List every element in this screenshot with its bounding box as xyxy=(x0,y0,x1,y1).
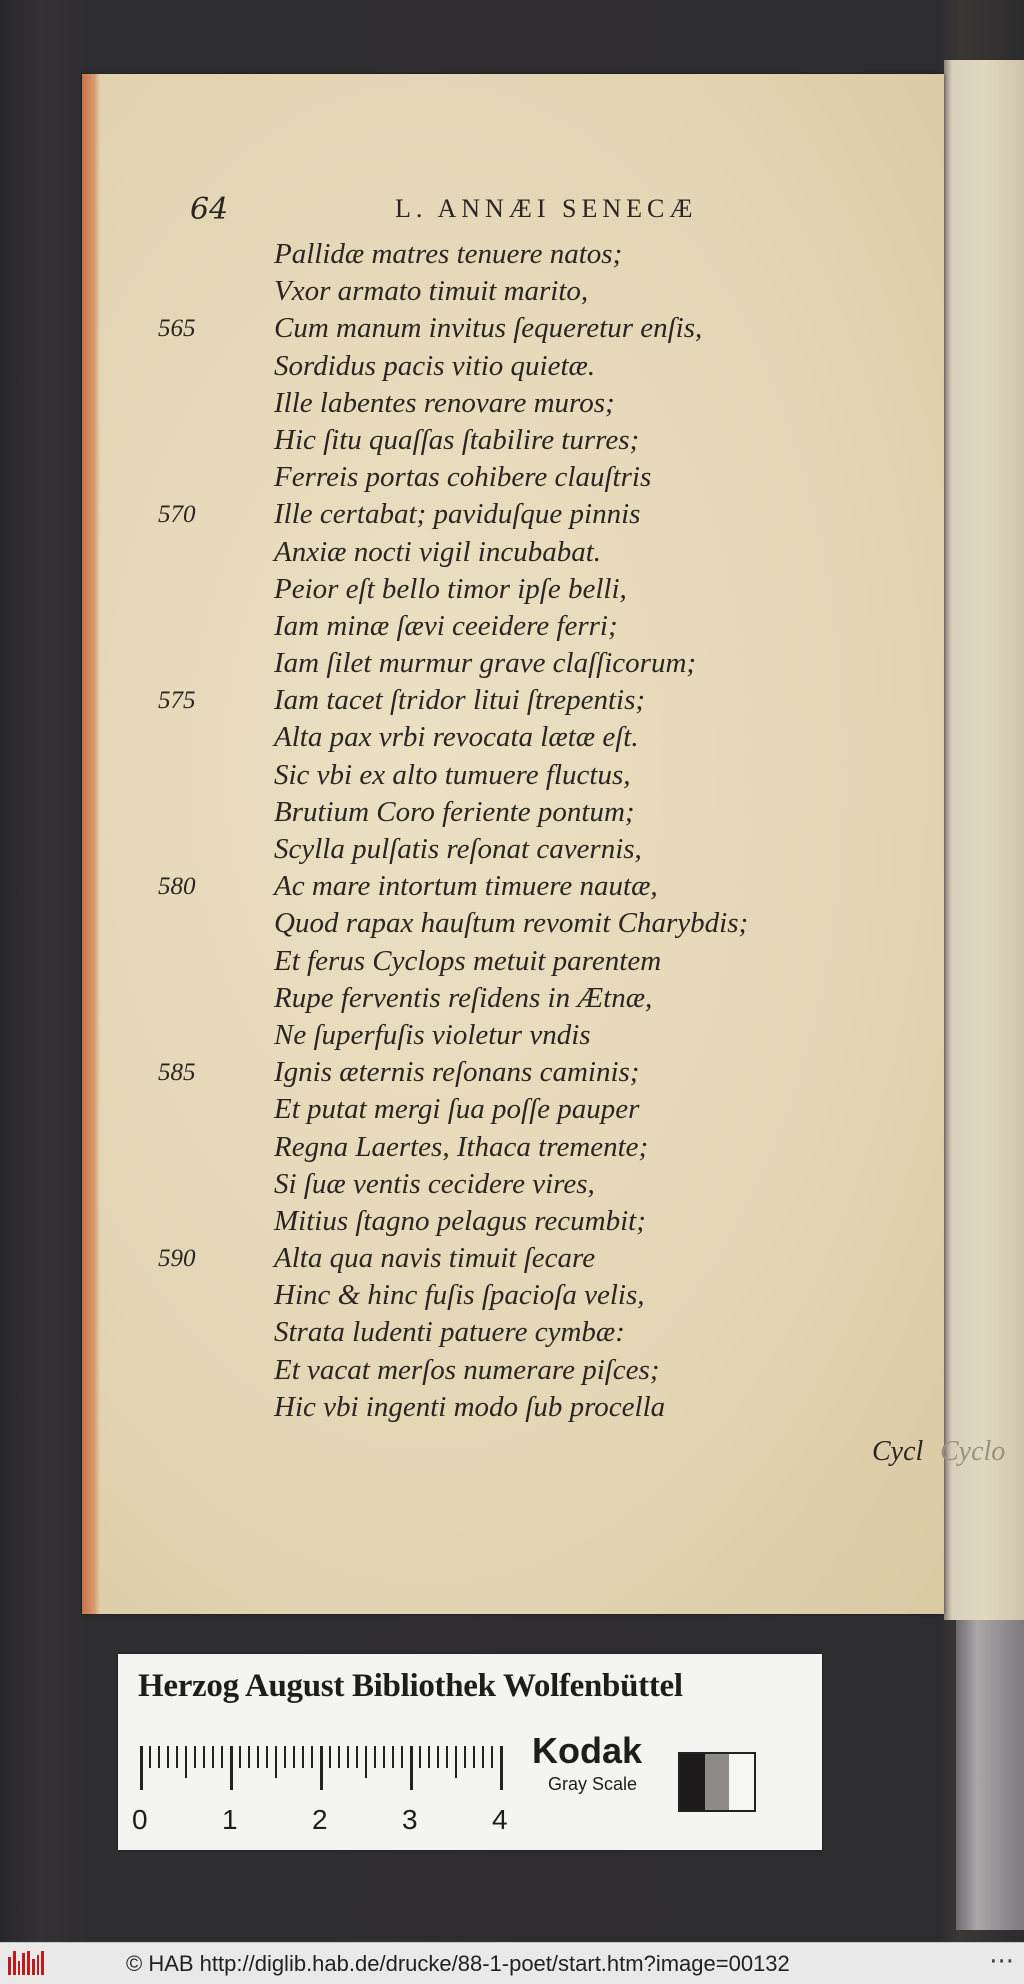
gray-scale-label: Gray Scale xyxy=(548,1774,638,1794)
verse-text: Ignis æternis reſonans caminis; xyxy=(274,1056,640,1089)
verse-text: Peior eſt bello timor ipſe belli, xyxy=(274,572,627,605)
verse-line xyxy=(210,1277,870,1314)
ruler-tick xyxy=(239,1746,241,1768)
ruler-tick xyxy=(455,1746,457,1778)
verse-line-number: 575 xyxy=(158,687,196,715)
verse-line xyxy=(210,645,870,682)
verse-text: Et ferus Cyclops metuit parentem xyxy=(274,944,662,977)
ruler-tick xyxy=(149,1746,151,1768)
ruler-tick xyxy=(374,1746,376,1768)
verse-line xyxy=(210,831,870,868)
verse-text: Scylla pulſatis reſonat cavernis, xyxy=(274,833,642,865)
logo-bar xyxy=(27,1951,30,1975)
verse-line xyxy=(158,682,870,719)
ruler-tick xyxy=(392,1746,394,1768)
verse-line-number: 590 xyxy=(158,1245,196,1273)
ruler-tick xyxy=(338,1746,340,1768)
verse-line xyxy=(158,1054,870,1091)
verse-text: Ac mare intortum timuere nautæ, xyxy=(274,870,658,903)
more-icon[interactable]: ··· xyxy=(989,1947,1014,1977)
ruler-tick xyxy=(329,1746,331,1768)
catchword: Cycl xyxy=(872,1436,924,1467)
ruler-tick xyxy=(257,1746,259,1768)
ruler-tick xyxy=(140,1746,143,1790)
verse-text: Cum manum invitus ſequeretur enſis, xyxy=(274,312,703,345)
verse-line xyxy=(210,571,870,608)
verse-text: Ille labentes renovare muros; xyxy=(274,386,615,419)
ruler-tick xyxy=(176,1746,178,1768)
verse-text: Hic vbi ingenti modo ſub procella xyxy=(274,1390,666,1423)
verse-line xyxy=(210,1314,870,1351)
verse-text: Sic vbi ex alto tumuere fluctus, xyxy=(274,758,631,791)
status-bar xyxy=(0,1942,1024,1984)
ruler-tick xyxy=(365,1746,367,1778)
verse-text: Brutium Coro feriente pontum; xyxy=(274,795,635,828)
ruler-tick xyxy=(410,1746,413,1790)
page-red-edge xyxy=(82,74,100,1614)
ruler-tick xyxy=(473,1746,475,1768)
ruler-tick xyxy=(356,1746,358,1768)
ruler-tick xyxy=(230,1746,233,1790)
page-number: 64 xyxy=(190,192,229,227)
verse-text: Ne ſuperfuſis violetur vndis xyxy=(274,1018,591,1051)
ruler-tick xyxy=(203,1746,205,1768)
verse-text: Pallidæ matres tenuere natos; xyxy=(274,238,623,270)
ruler-tick xyxy=(248,1746,250,1768)
verse-text: Quod rapax hauſtum revomit Charybdis; xyxy=(274,907,749,940)
ruler-tick xyxy=(302,1746,304,1768)
verse-line xyxy=(158,1240,870,1277)
ruler-tick xyxy=(158,1746,160,1768)
verse-line xyxy=(210,905,870,942)
logo-bar xyxy=(37,1955,40,1975)
verse-text: Si ſuæ ventis cecidere vires, xyxy=(274,1167,595,1200)
ruler-tick xyxy=(293,1746,295,1768)
ruler-tick xyxy=(401,1746,403,1768)
verse-line xyxy=(210,1129,870,1166)
hab-logo-icon xyxy=(8,1951,44,1975)
ruler-tick xyxy=(491,1746,493,1768)
verse-line-number: 585 xyxy=(158,1059,196,1087)
running-head: L. ANNÆI SENECÆ xyxy=(395,194,698,223)
verse-line-number: 570 xyxy=(158,501,196,529)
verse-text: Mitius ſtagno pelagus recumbit; xyxy=(274,1204,646,1237)
kodak-logo: Kodak xyxy=(532,1730,643,1771)
ruler-tick xyxy=(275,1746,277,1778)
logo-bar xyxy=(32,1959,35,1975)
ruler-tick xyxy=(212,1746,214,1768)
source-url[interactable]: © HAB http://diglib.hab.de/drucke/88-1-poet/start.htm?image=00132 xyxy=(126,1951,790,1976)
gray-swatch xyxy=(680,1754,705,1810)
verse-text: Strata ludenti patuere cymbæ: xyxy=(274,1316,625,1349)
verse-text: Iam minæ ſævi ceeidere ferri; xyxy=(274,609,618,642)
verse-text: Hic ſitu quaſſas ſtabilire turres; xyxy=(274,423,640,456)
verse-line xyxy=(210,534,870,571)
gray-swatch xyxy=(729,1754,754,1810)
verse-line xyxy=(210,1091,870,1128)
ruler-tick xyxy=(446,1746,448,1768)
ruler-tick xyxy=(167,1746,169,1768)
verse-text: Alta pax vrbi revocata lætæ eſt. xyxy=(274,721,639,754)
ruler-tick xyxy=(185,1746,187,1778)
verse-line xyxy=(158,496,870,533)
verse-text: Ille certabat; paviduſque pinnis xyxy=(274,498,641,531)
verse-line xyxy=(210,943,870,980)
ruler-tick xyxy=(464,1746,466,1768)
verse-line xyxy=(210,422,870,459)
ruler-tick xyxy=(383,1746,385,1768)
ruler-label: 2 xyxy=(312,1804,328,1835)
verse-text: Vxor armato timuit marito, xyxy=(274,275,589,308)
ruler-label: 0 xyxy=(132,1804,148,1835)
ruler-tick xyxy=(437,1746,439,1768)
logo-bar xyxy=(18,1961,21,1975)
verse-line xyxy=(158,868,870,905)
verse-line xyxy=(210,273,870,310)
verse-text: Regna Laertes, Ithaca tremente; xyxy=(274,1130,649,1163)
verse-text: Rupe ferventis reſidens in Ætnæ, xyxy=(274,981,653,1014)
verse-line xyxy=(210,1389,870,1426)
verse-text: Ferreis portas cohibere clauſtris xyxy=(274,461,652,494)
verse-line xyxy=(210,236,870,273)
color-calibration-card xyxy=(118,1654,822,1850)
verse-line-number: 580 xyxy=(158,873,196,901)
verse-text: Et putat mergi ſua poſſe pauper xyxy=(274,1093,640,1126)
verse-text: Sordidus pacis vitio quietæ. xyxy=(274,349,596,382)
verse-text: Et vacat merſos numerare piſces; xyxy=(274,1353,660,1386)
verse-line xyxy=(210,980,870,1017)
ruler-tick xyxy=(500,1746,503,1790)
ruler-tick xyxy=(311,1746,313,1768)
verse-text: Iam tacet ſtridor litui ſtrepentis; xyxy=(274,684,646,717)
ruler-label: 1 xyxy=(222,1804,238,1835)
verse-line xyxy=(158,310,870,347)
logo-bar xyxy=(41,1951,44,1975)
verse-line xyxy=(210,794,870,831)
verse-line xyxy=(210,1017,870,1054)
verse-text: Anxiæ nocti vigil incubabat. xyxy=(274,535,602,568)
ruler-tick xyxy=(428,1746,430,1768)
ruler-label: 4 xyxy=(492,1804,508,1835)
verse-line xyxy=(210,1203,870,1240)
gray-scale-swatches xyxy=(678,1752,756,1812)
verse-text: Iam ſilet murmur grave claſſicorum; xyxy=(274,647,697,680)
verse-line xyxy=(210,1166,870,1203)
logo-bar xyxy=(13,1951,16,1975)
verse-list xyxy=(158,236,870,1426)
ruler-label: 3 xyxy=(402,1804,418,1835)
ruler-tick xyxy=(419,1746,421,1768)
gray-swatch xyxy=(705,1754,730,1810)
logo-bar xyxy=(8,1957,11,1975)
verse-line xyxy=(210,608,870,645)
catchword-next-page: Cyclo xyxy=(940,1436,1006,1467)
verse-line-number: 565 xyxy=(158,315,196,343)
logo-bar xyxy=(22,1953,25,1975)
ruler xyxy=(140,1746,530,1790)
library-name: Herzog August Bibliothek Wolfenbüttel xyxy=(138,1668,683,1704)
ruler-tick xyxy=(482,1746,484,1768)
verse-text: Alta qua navis timuit ſecare xyxy=(274,1242,596,1275)
verse-line xyxy=(210,719,870,756)
verse-text: Hinc & hinc fuſis ſpacioſa velis, xyxy=(274,1279,645,1312)
ruler-tick xyxy=(284,1746,286,1768)
verse-line xyxy=(210,348,870,385)
ruler-tick xyxy=(221,1746,223,1768)
verse-line xyxy=(210,385,870,422)
ruler-tick xyxy=(266,1746,268,1768)
next-page-lower-edge xyxy=(956,1620,1024,1930)
verse-line xyxy=(210,1352,870,1389)
verse-line xyxy=(210,757,870,794)
verse-line xyxy=(210,459,870,496)
ruler-tick xyxy=(194,1746,196,1768)
ruler-tick xyxy=(347,1746,349,1768)
next-page-edge xyxy=(944,60,1024,1620)
page-header xyxy=(190,192,830,236)
ruler-tick xyxy=(320,1746,323,1790)
